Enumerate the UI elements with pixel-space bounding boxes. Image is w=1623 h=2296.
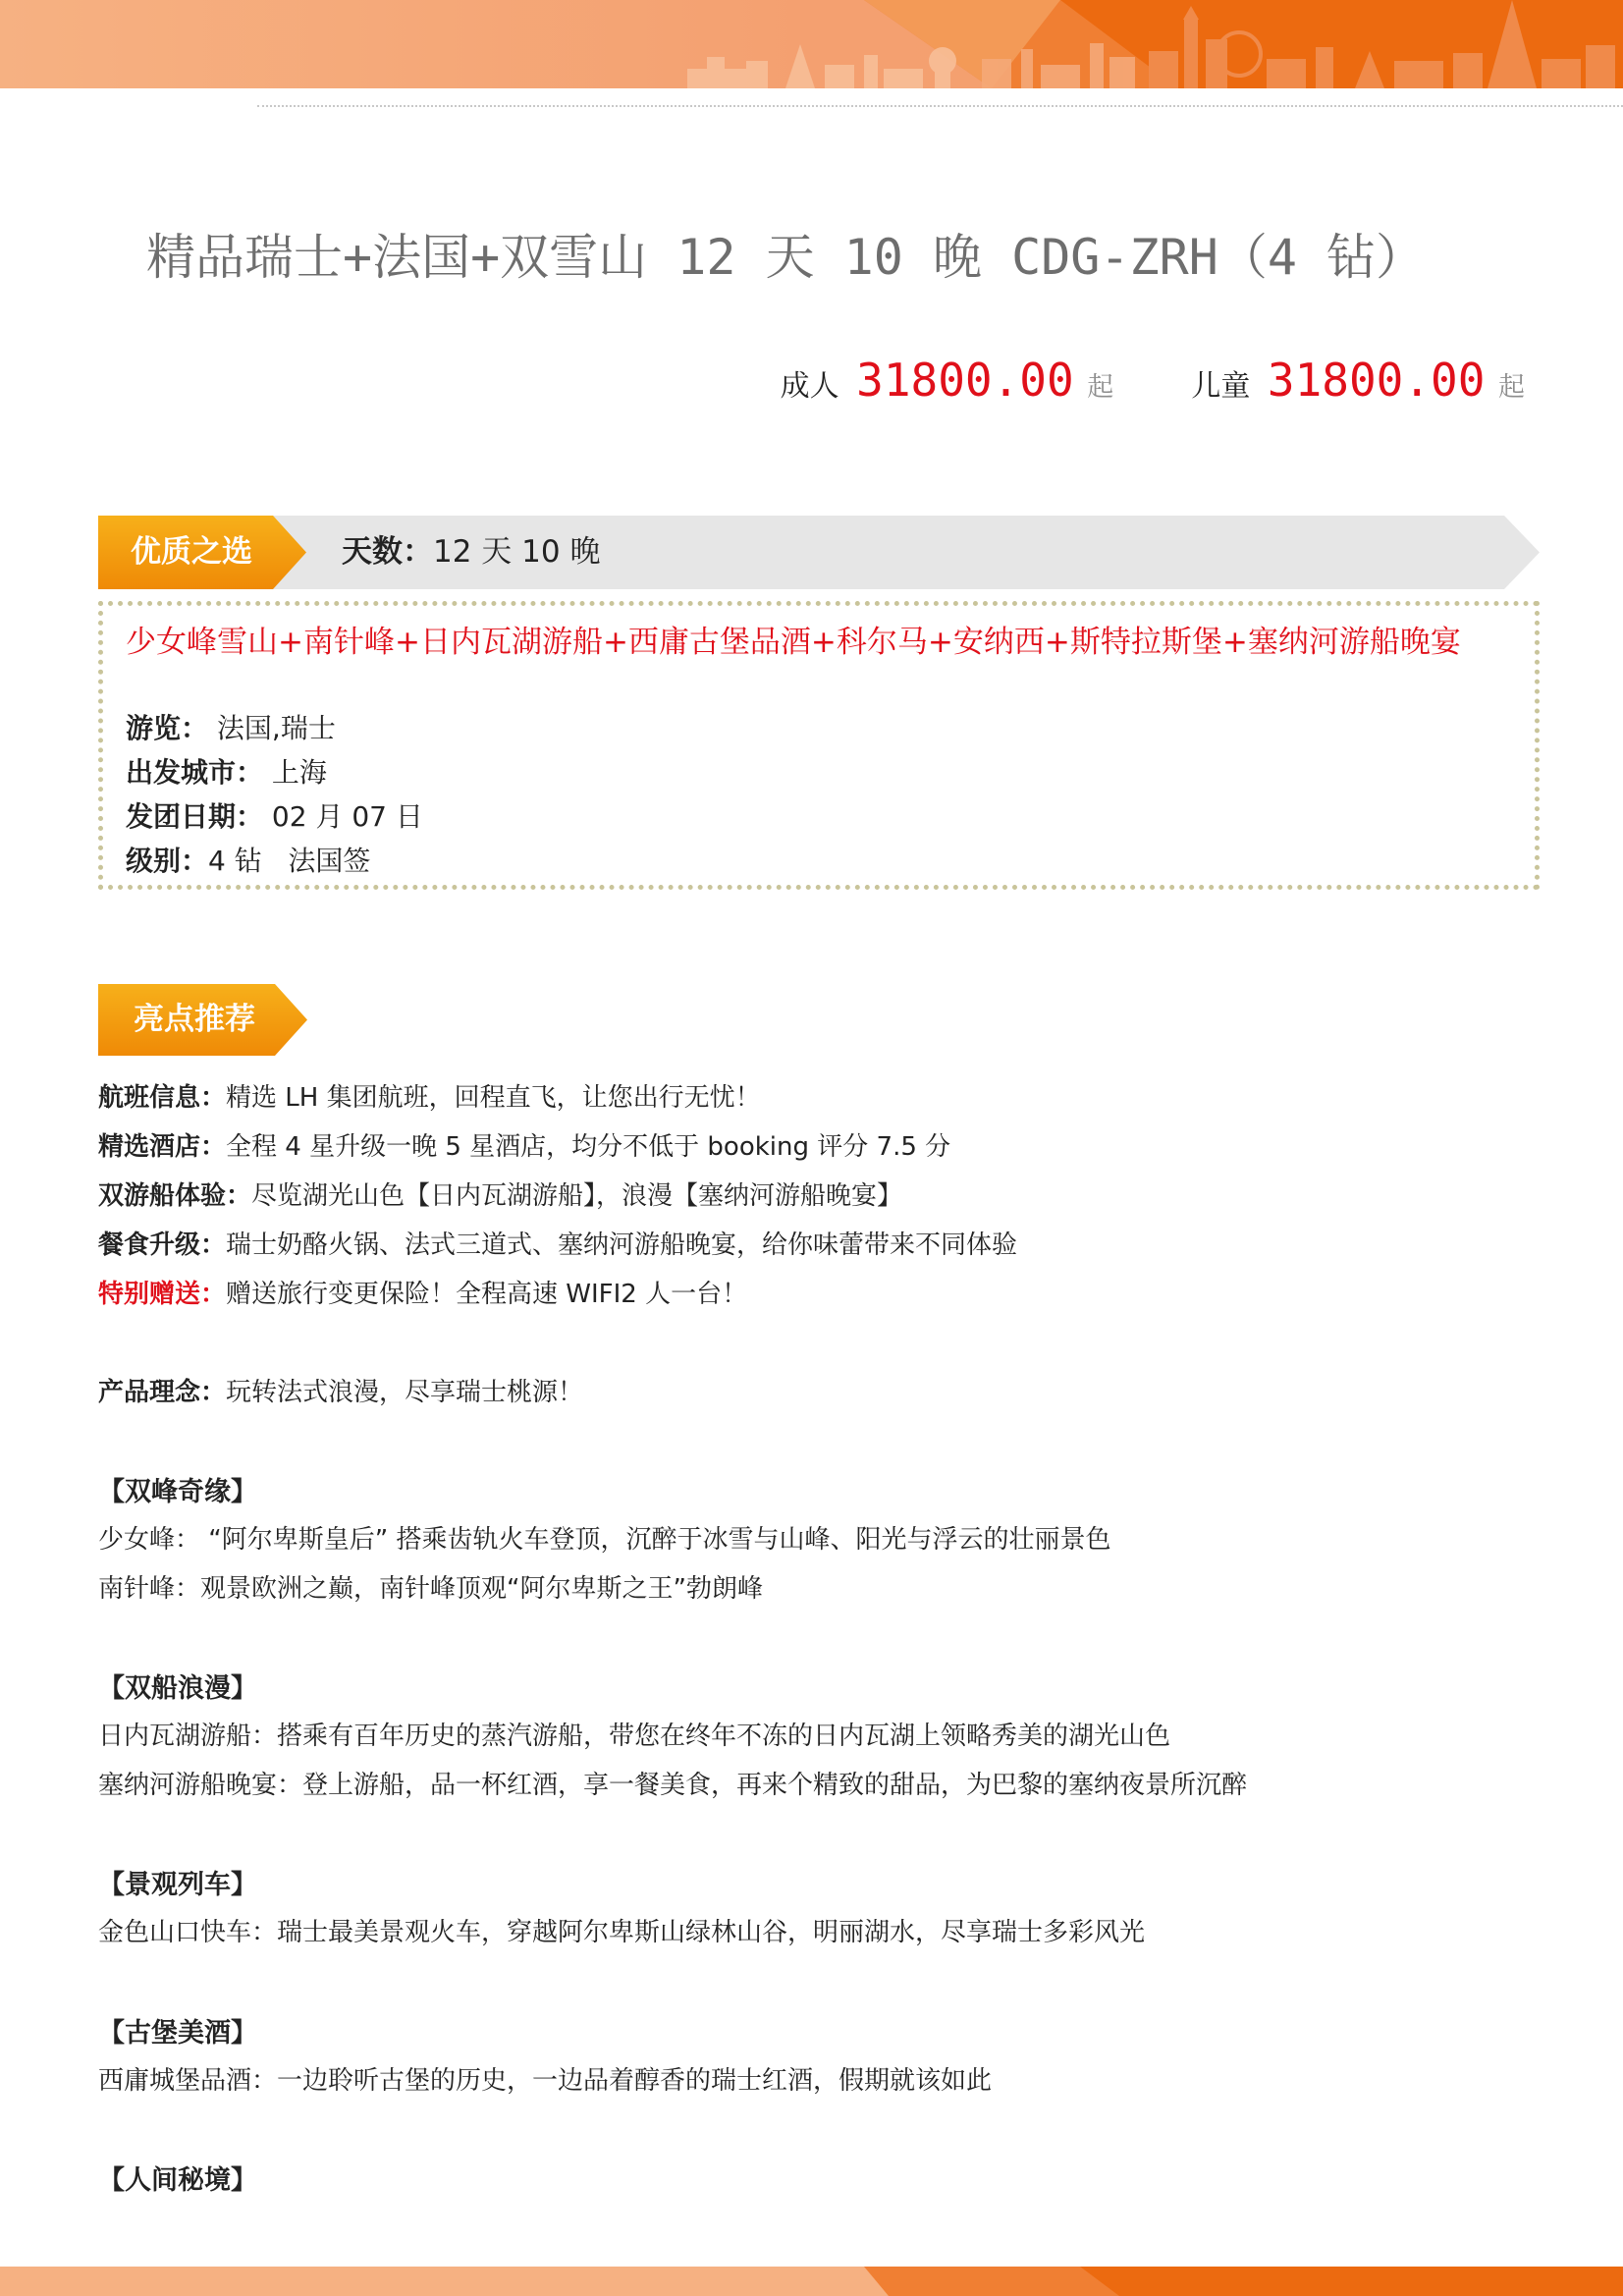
departure-row: [126, 751, 327, 791]
section-title: 【双峰奇缘】: [98, 1477, 257, 1507]
concept-row: [98, 1372, 583, 1408]
section-title: 【景观列车】: [98, 1870, 257, 1900]
footer-banner-graphic: [0, 2267, 1623, 2296]
highlight-text: 精选 LH 集团航班，回程直飞，让您出行无忧！: [226, 1083, 761, 1113]
highlight-label: 双游船体验：: [98, 1181, 252, 1211]
date-row: [126, 795, 423, 835]
days-label: 天数：: [342, 534, 433, 570]
highlight-label: 精选酒店：: [98, 1132, 227, 1162]
section-title: 【古堡美酒】: [98, 2018, 257, 2049]
highlight-text: 赠送旅行变更保险！全程高速 WIFI2 人一台！: [226, 1280, 748, 1309]
tour-value: 法国,瑞士: [216, 712, 336, 744]
highlight-item: [98, 1077, 761, 1114]
highlight-item: [98, 1126, 950, 1163]
departure-value: 上海: [271, 756, 327, 789]
days-value: 12 天 10 晚: [433, 534, 601, 570]
level-value: 4 钻 法国签: [208, 845, 371, 877]
tour-row: [126, 707, 336, 746]
skyline-banner-graphic: [0, 0, 1623, 88]
highlight-text: 全程 4 星升级一晚 5 星酒店，均分不低于 booking 评分 7.5 分: [226, 1132, 951, 1162]
route-summary: 少女峰雪山+南针峰+日内瓦湖游船+西庸古堡品酒+科尔马+安纳西+斯特拉斯堡+塞纳河游船晚宴: [126, 625, 1461, 660]
departure-label: 出发城市：: [126, 756, 264, 789]
concept-text: 玩转法式浪漫，尽享瑞士桃源！: [226, 1378, 584, 1407]
section-line: 塞纳河游船晚宴：登上游船，品一杯红酒，享一餐美食，再来个精致的甜品，为巴黎的塞纳夜景所沉醉: [98, 1771, 1248, 1800]
date-value: 02 月 07 日: [271, 800, 423, 833]
page-title: 精品瑞士+法国+双雪山 12 天 10 晚 CDG-ZRH（4 钻）: [145, 229, 1426, 286]
highlight-item: [98, 1175, 902, 1212]
concept-label: 产品理念：: [98, 1378, 227, 1407]
header-banner: [0, 0, 1623, 88]
section-title: 【人间秘境】: [98, 2165, 257, 2196]
section-line: 南针峰：观景欧洲之巅，南针峰顶观“阿尔卑斯之王”勃朗峰: [98, 1574, 763, 1604]
tour-label: 游览：: [126, 712, 209, 744]
highlight-item: [98, 1274, 747, 1310]
highlight-text: 尽览湖光山色【日内瓦湖游船】，浪漫【塞纳河游船晚宴】: [251, 1181, 903, 1211]
quality-bar: [98, 516, 1540, 589]
date-label: 发团日期：: [126, 800, 264, 833]
price-row: [781, 354, 1525, 407]
quality-badge: 优质之选: [131, 534, 252, 570]
highlight-label: 特别赠送：: [98, 1280, 227, 1309]
child-price-suffix: 起: [1498, 372, 1525, 403]
section-line: 西庸城堡品酒：一边聆听古堡的历史，一边品着醇香的瑞士红酒，假期就该如此: [98, 2066, 993, 2096]
level-label: 级别：: [126, 845, 209, 877]
level-row: [126, 840, 370, 879]
section-line: 金色山口快车：瑞士最美景观火车，穿越阿尔卑斯山绿林山谷，明丽湖水，尽享瑞士多彩风光: [98, 1918, 1146, 1947]
footer-banner: [0, 2267, 1623, 2296]
section-line: 少女峰： “阿尔卑斯皇后” 搭乘齿轨火车登顶，沉醉于冰雪与山峰、阳光与浮云的壮丽景色: [98, 1525, 1111, 1555]
header-divider: [257, 105, 1623, 107]
highlight-label: 航班信息：: [98, 1083, 227, 1113]
days-row: [342, 516, 600, 589]
adult-price-label: 成人: [780, 369, 839, 404]
adult-price-suffix: 起: [1087, 372, 1114, 403]
highlight-text: 瑞士奶酪火锅、法式三道式、塞纳河游船晚宴，给你味蕾带来不同体验: [226, 1230, 1018, 1260]
adult-price: 31800.00: [856, 354, 1074, 407]
section-line: 日内瓦湖游船：搭乘有百年历史的蒸汽游船，带您在终年不冻的日内瓦湖上领略秀美的湖光山色: [98, 1722, 1171, 1751]
section-title: 【双船浪漫】: [98, 1673, 257, 1704]
highlight-badge: 亮点推荐: [134, 1002, 255, 1037]
highlight-label: 餐食升级：: [98, 1230, 227, 1260]
child-price-label: 儿童: [1191, 369, 1251, 404]
child-price: 31800.00: [1267, 354, 1486, 407]
highlight-item: [98, 1225, 1017, 1261]
